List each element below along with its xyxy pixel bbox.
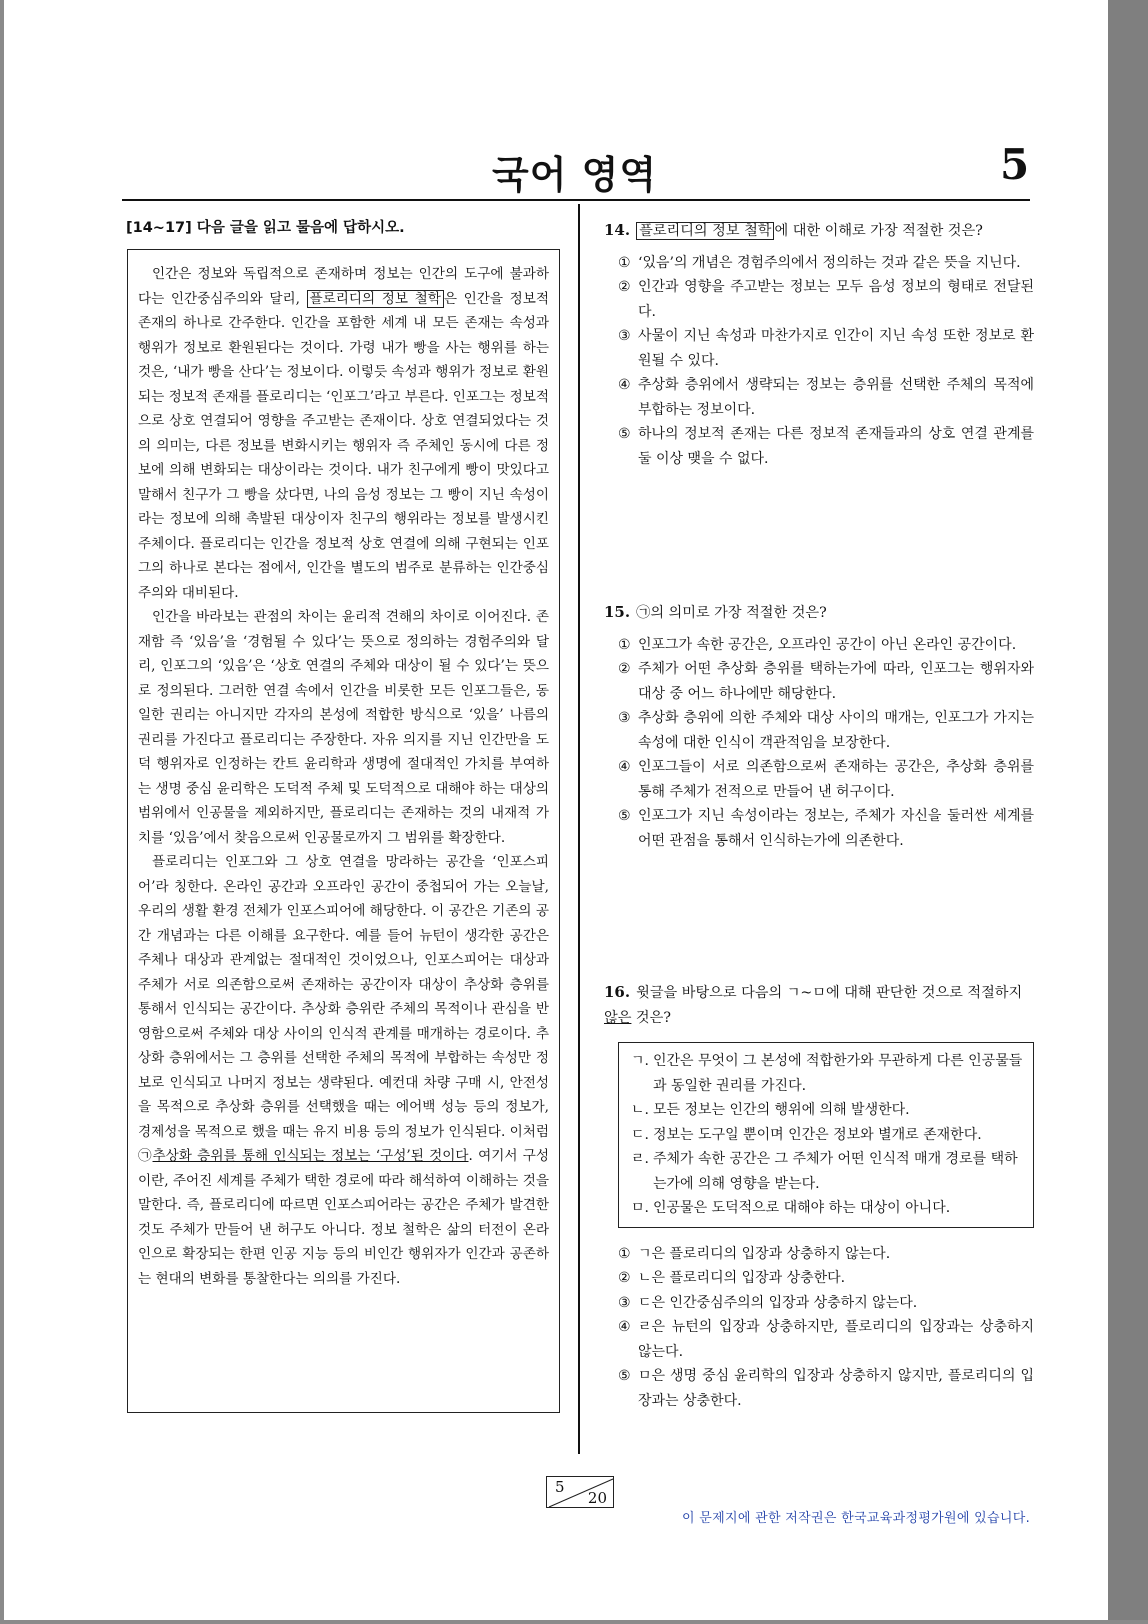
option-list	[604, 633, 1034, 854]
stem-text: 것은?	[631, 1009, 671, 1026]
option-number: ⑤	[618, 808, 631, 824]
option-number: ⑤	[618, 1368, 631, 1384]
option-number: ①	[618, 254, 631, 271]
option-list	[604, 1242, 1034, 1414]
passage-paragraph-2: 인간을 바라보는 관점의 차이는 윤리적 견해의 차이로 이어진다. 존재함 즉 ‘있음’을 ‘경험될 수 있다’는 뜻으로 정의하는 경험주의와 달리, 인포그의 ‘있음’은 ‘상호 연결의 주체와 대상이 될 수 있다’는 뜻으로 정의된다. 그러한 연결 속에서 인간을 비롯한 모든 인포그들은, 동일한 권리는 아니지만 각자의 본성에 적합한 방식으로 ‘있을’ 나름의 권리를 가진다고 플로리디는 주장한다. 자유 의지를 지닌 인간만을 도덕 행위자로 인정하는 칸트 윤리학과 생명에 절대적인 가치를 부여하는 생명 중심 윤리학은 도덕적 주체 및 도덕적으로 대해야 하는 대상의 범위에서 인공물을 제외하지만, 플로리디는 존재하는 것의 내재적 가치를 ‘있음’에서 찾음으로써 인공물로까지 그 범위를 확장한다.	[138, 609, 549, 846]
bogi-text: 모든 정보는 인간의 행위에 의해 발생한다.	[653, 1102, 910, 1118]
option-text: ㄹ은 뉴턴의 입장과 상충하지만, 플로리디의 입장과는 상충하지 않는다.	[638, 1319, 1034, 1360]
bogi-label: ㄴ.	[631, 1102, 649, 1118]
exam-page	[4, 0, 1108, 1620]
stem-text: 에 대한 이해로 가장 적절한 것은?	[774, 223, 983, 239]
option-2[interactable]	[618, 657, 1034, 706]
option-2[interactable]	[618, 1266, 1034, 1291]
option-5[interactable]	[618, 422, 1034, 471]
passage-paragraph-3	[138, 850, 549, 1291]
passage-text: . 여기서 구성이란, 주어진 세계를 주체가 택한 경로에 따라 해석하여 이해하는 것을 말한다. 즉, 플로리디에 따르면 인포스피어라는 공간은 주체가 발견한 것도 주체가 만들어 낸 허구도 아니다. 정보 철학은 삶의 터전이 온라인으로 확장되는 한편 인공 지능 등의 비인간 행위자가 인간과 공존하는 현대의 변화를 통찰한다는 의의를 가진다.	[138, 1148, 549, 1287]
bogi-label: ㄷ.	[631, 1126, 649, 1143]
option-number: ②	[618, 1270, 631, 1286]
option-text: ㅁ은 생명 중심 윤리학의 입장과 상충하지 않지만, 플로리디의 입장과는 상충한다.	[638, 1368, 1034, 1409]
question-stem	[604, 600, 1034, 626]
option-number: ①	[618, 636, 631, 653]
option-3[interactable]	[618, 324, 1034, 373]
option-5[interactable]	[618, 804, 1034, 853]
question-stem	[604, 218, 1034, 244]
option-text: 하나의 정보적 존재는 다른 정보적 존재들과의 상호 연결 관계를 둘 이상 맺을 수 없다.	[638, 426, 1034, 467]
option-number: ①	[618, 1245, 631, 1262]
option-text: ㄴ은 플로리디의 입장과 상충한다.	[638, 1270, 846, 1286]
option-5[interactable]	[618, 1364, 1034, 1413]
page-total: 20	[587, 1489, 607, 1507]
option-text: 인포그가 지닌 속성이라는 정보는, 주체가 자신을 둘러싼 세계를 어떤 관점을 통해서 인식하는가에 의존한다.	[638, 808, 1034, 849]
passage-text: 플로리디는 인포그와 그 상호 연결을 망라하는 공간을 ‘인포스피어’라 칭한다. 온라인 공간과 오프라인 공간이 중첩되어 가는 오늘날, 우리의 생활 환경 전체가 인포스피어에 해당한다. 이 공간은 기존의 공간 개념과는 다른 이해를 요구한다. 예를 들어 뉴턴이 생각한 공간은 주체나 대상과 관계없는 절대적인 것이었으나, 인포스피어는 대상과 주체가 서로 의존함으로써 존재하는 공간이자 대상이 추상화 층위를 통해서 인식되는 공간이다. 추상화 층위란 주체의 목적이나 관심을 반영함으로써 주체와 대상 사이의 인식적 관계를 매개하는 경로이다. 추상화 층위에서는 그 층위를 선택한 주체의 목적에 부합하는 속성만 정보로 인식되고 나머지 정보는 생략된다. 예컨대 차량 구매 시, 안전성을 목적으로 추상화 층위를 선택했을 때는 에어백 성능 등의 정보가, 경제성을 목적으로 했을 때는 유지 비용 등의 정보가 인식된다. 이처럼	[138, 854, 549, 1140]
option-number: ③	[618, 1294, 631, 1311]
option-number: ②	[618, 279, 631, 295]
copyright-notice: 이 문제지에 관한 저작권은 한국교육과정평가원에 있습니다.	[682, 1511, 1031, 1526]
reading-passage	[127, 249, 560, 1413]
option-1[interactable]	[618, 633, 1034, 658]
question-stem	[604, 980, 1034, 1030]
option-text: 주체가 어떤 추상화 층위를 택하는가에 따라, 인포그는 행위자와 대상 중 어느 하나에만 해당한다.	[638, 661, 1034, 702]
bogi-label: ㄹ.	[631, 1151, 649, 1167]
circled-marker: ㉠	[138, 1148, 153, 1164]
passage-text: 은 인간을 정보적 존재의 하나로 간주한다. 인간을 포함한 세계 내 모든 존재는 속성과 행위가 정보로 환원된다는 것이다. 가령 내가 빵을 사는 행위를 하는 것은, ‘내가 빵을 산다’는 정보이다. 이렇듯 속성과 행위가 정보로 환원되는 정보적 존재를 플로리디는 ‘인포그’라고 부른다. 인포그는 정보적으로 상호 연결되어 영향을 주고받는 존재이다. 상호 연결되었다는 것의 의미는, 다른 정보를 변화시키는 행위자 즉 주체인 동시에 다른 정보에 의해 변화되는 대상이라는 것이다. 내가 친구에게 빵이 맛있다고 말해서 친구가 그 빵을 샀다면, 나의 음성 정보는 그 빵이 지닌 속성이라는 정보에 의해 촉발된 대상이자 친구의 행위라는 정보를 발생시킨 주체이다. 플로리디는 인간을 정보적 상호 연결에 의해 구현되는 인포그의 하나로 본다는 점에서, 인간을 별도의 범주로 분류하는 인간중심주의와 대비된다.	[138, 290, 549, 601]
bogi-item	[631, 1049, 1023, 1098]
option-text: 인포그들이 서로 의존함으로써 존재하는 공간은, 추상화 층위를 통해 주체가 전적으로 만들어 낸 허구이다.	[638, 759, 1034, 800]
question-number: 14.	[604, 221, 631, 239]
bogi-text: 인간은 무엇이 그 본성에 적합한가와 무관하게 다른 인공물들과 동일한 권리를 가진다.	[653, 1053, 1023, 1094]
option-3[interactable]	[618, 1291, 1034, 1316]
option-text: 추상화 층위에 의한 주체와 대상 사이의 매개는, 인포그가 가지는 속성에 대한 인식이 객관적임을 보장한다.	[638, 710, 1034, 751]
bogi-item	[631, 1147, 1023, 1196]
option-number: ②	[618, 661, 631, 677]
column-divider	[578, 204, 580, 1454]
option-4[interactable]	[618, 1315, 1034, 1364]
bogi-item	[631, 1123, 1023, 1148]
option-text: 추상화 층위에서 생략되는 정보는 층위를 선택한 주체의 목적에 부합하는 정보이다.	[638, 377, 1034, 418]
underlined-word: 않은	[604, 1009, 632, 1026]
option-number: ⑤	[618, 426, 631, 442]
option-list	[604, 251, 1034, 472]
option-text: 인포그가 속한 공간은, 오프라인 공간이 아닌 온라인 공간이다.	[638, 636, 1017, 653]
question-instruction: [14~17] 다음 글을 읽고 물음에 답하시오.	[126, 220, 405, 236]
bogi-item	[631, 1196, 1023, 1221]
bogi-text: 정보는 도구일 뿐이며 인간은 정보와 별개로 존재한다.	[653, 1126, 982, 1143]
header-rule	[122, 199, 1030, 201]
page-title: 국어 영역	[492, 153, 658, 197]
underlined-phrase: 추상화 층위를 통해 인식되는 정보는 ‘구성’된 것이다	[152, 1148, 469, 1164]
boxed-phrase: 플로리디의 정보 철학	[307, 290, 444, 308]
circled-marker: ㉠	[636, 605, 651, 621]
option-number: ④	[618, 1319, 631, 1335]
option-text: ㄷ은 인간중심주의의 입장과 상충하지 않는다.	[638, 1294, 918, 1311]
option-1[interactable]	[618, 251, 1034, 276]
bogi-text: 인공물은 도덕적으로 대해야 하는 대상이 아니다.	[653, 1200, 951, 1216]
viewer-edge-bottom	[0, 1620, 1148, 1624]
option-4[interactable]	[618, 755, 1034, 804]
option-2[interactable]	[618, 275, 1034, 324]
option-4[interactable]	[618, 373, 1034, 422]
passage-paragraph-1	[138, 262, 549, 605]
option-number: ④	[618, 759, 631, 775]
option-text: ㄱ은 플로리디의 입장과 상충하지 않는다.	[638, 1245, 891, 1262]
page-number-box	[546, 1476, 614, 1508]
bogi-box	[618, 1042, 1034, 1228]
option-text: ‘있음’의 개념은 경험주의에서 정의하는 것과 같은 뜻을 지닌다.	[638, 254, 1021, 271]
option-number: ③	[618, 710, 631, 726]
option-number: ④	[618, 377, 631, 393]
bogi-text: 주체가 속한 공간은 그 주체가 어떤 인식적 매개 경로를 택하는가에 의해 영향을 받는다.	[653, 1151, 1018, 1192]
question-16	[604, 980, 1034, 1413]
option-1[interactable]	[618, 1242, 1034, 1267]
question-number: 16.	[604, 983, 631, 1001]
page-current: 5	[555, 1478, 565, 1496]
bogi-item	[631, 1098, 1023, 1123]
question-15	[604, 600, 1034, 853]
stem-text: 윗글을 바탕으로 다음의 ㄱ~ㅁ에 대해 판단한 것으로 적절하지	[636, 985, 1023, 1001]
option-text: 인간과 영향을 주고받는 정보는 모두 음성 정보의 형태로 전달된다.	[638, 279, 1034, 320]
question-14	[604, 218, 1034, 471]
passage-text: 인간은 정보와 독립적으로 존재하며 정보는 인간의 도구에 불과하다는 인간중심주의와 달리,	[138, 266, 549, 307]
boxed-phrase: 플로리디의 정보 철학	[636, 222, 774, 240]
bogi-label: ㄱ.	[631, 1053, 649, 1069]
option-text: 사물이 지닌 속성과 마찬가지로 인간이 지닌 속성 또한 정보로 환원될 수 있다.	[638, 328, 1034, 369]
stem-text: 의 의미로 가장 적절한 것은?	[650, 605, 827, 621]
bogi-label: ㅁ.	[631, 1200, 649, 1216]
question-number: 15.	[604, 603, 631, 621]
viewer-scrollbar-gutter[interactable]	[1108, 0, 1148, 1624]
page-number-large: 5	[1000, 140, 1030, 189]
option-number: ③	[618, 328, 631, 344]
option-3[interactable]	[618, 706, 1034, 755]
